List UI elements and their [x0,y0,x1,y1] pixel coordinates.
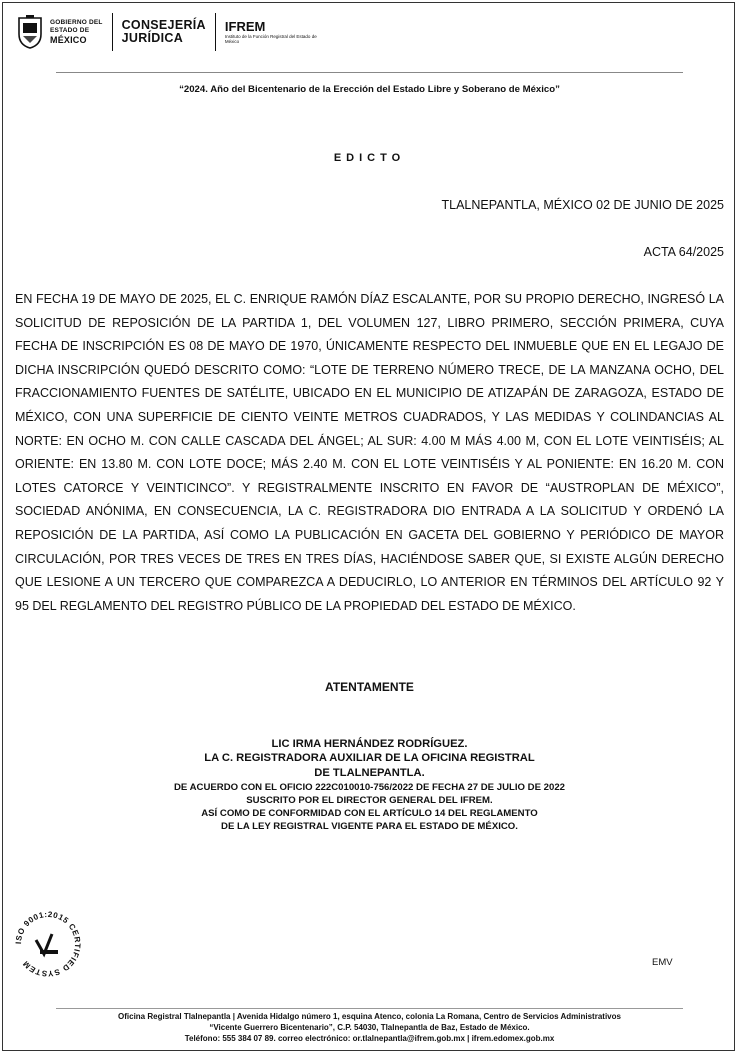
gob-line2: ESTADO DE [50,27,90,34]
gob-line3: MÉXICO [50,35,87,45]
footer-rule [56,1008,683,1009]
place-date: TLALNEPANTLA, MÉXICO 02 DE JUNIO DE 2025 [441,198,724,212]
signer-role-1: LA C. REGISTRADORA AUXILIAR DE LA OFICINA REGISTRAL [204,752,535,764]
ifrem-logo [225,20,320,45]
typist-initials: EMV [652,957,673,968]
header-divider [215,13,216,51]
iso-certification-seal-icon [14,910,82,978]
header-divider [112,13,113,51]
cj-line1: CONSEJERÍA [121,18,206,32]
signer-note-3: ASÍ COMO DE CONFORMIDAD CON EL ARTÍCULO 14 DEL REGLAMENTO [201,808,538,819]
signer-note-4: DE LA LEY REGISTRAL VIGENTE PARA EL ESTADO DE MÉXICO. [221,821,518,832]
ifrem-subtitle: Instituto de la Función Registral del Estado de México [224,33,317,44]
state-coat-of-arms-icon [16,14,44,50]
acta-number: ACTA 64/2025 [643,245,724,259]
document-title: EDICTO [333,152,406,164]
consejeria-juridica [122,19,206,45]
gob-line1: GOBIERNO DEL [50,19,103,26]
gob-edomex-text [50,19,103,45]
edict-body: EN FECHA 19 DE MAYO DE 2025, EL C. ENRIQUE RAMÓN DÍAZ ESCALANTE, POR SU PROPIO DERECHO, INGRESÓ LA SOLICITUD DE REPOSICIÓN DE LA PARTIDA 1, DEL VOLUMEN 127, LIBRO PRIMERO, SECCIÓN PRIMERA, CUYA FECHA DE INSCRIPCIÓN ES 08 DE MAYO DE 1970, ÚNICAMENTE RESPECTO DEL INMUEBLE QUE EN EL LEGAJO DE DICHA INSCRIPCIÓN QUEDÓ DESCRITO COMO: “LOTE DE TERRENO NÚMERO TRECE, DE LA MANZANA OCHO, DEL FRACCIONAMIENTO FUENTES DE SATÉLITE, UBICADO EN EL MUNICIPIO DE ATIZAPÁN DE ZARAGOZA, ESTADO DE MÉXICO, CON UNA SUPERFICIE DE CIENTO VEINTE METROS CUADRADOS, Y LAS MEDIDAS Y COLINDANCIAS AL NORTE: EN OCHO M. CON CALLE CASCADA DEL ÁNGEL; AL SUR: 4.00 M MÁS 4.00 M, CON EL LOTE VEINTISÉIS; AL ORIENTE: EN 13.80 M. CON LOTE DOCE; MÁS 2.40 M. CON EL LOTE VEINTISÉIS Y AL PONIENTE: EN 16.20 M. CON LOTES CATORCE Y VEINTICINCO”. Y REGISTRALMENTE INSCRITO EN FAVOR DE “AUSTROPLAN DE MÉXICO”, SOCIEDAD ANÓNIMA, EN CONSECUENCIA, LA C. REGISTRADORA DIO ENTRADA A LA SOLICITUD Y ORDENÓ LA REPOSICIÓN DE LA PARTIDA, ASÍ COMO LA PUBLICACIÓN EN GACETA DEL GOBIERNO Y PERIÓDICO DE MAYOR CIRCULACIÓN, POR TRES VECES DE TRES EN TRES DÍAS, HACIÉNDOSE SABER QUE, SI EXISTE ALGÚN DERECHO QUE LESIONE A UN TERCERO QUE COMPAREZCA A DEDUCIRLO, LO ANTERIOR EN TÉRMINOS DEL ARTÍCULO 92 Y 95 DEL REGLAMENTO DEL REGISTRO PÚBLICO DE LA PROPIEDAD DEL ESTADO DE MÉXICO. [15,292,724,613]
ifrem-title: IFREM [224,18,266,34]
signer-note-2: SUSCRITO POR EL DIRECTOR GENERAL DEL IFREM. [246,795,493,806]
cj-line2: JURÍDICA [121,31,184,45]
footer-line-2: “Vicente Guerrero Bicentenario”, C.P. 54030, Tlalnepantla de Baz, Estado de México. [209,1023,530,1032]
header-rule [56,72,683,73]
year-motto: “2024. Año del Bicentenario de la Erección del Estado Libre y Soberano de México” [179,84,560,95]
iso-seal-text: ISO 9001:2015 CERTIFIED SYSTEM [14,910,82,978]
footer-line-3: Teléfono: 555 384 07 89. correo electrónico: or.tlalnepantla@ifrem.gob.mx | ifrem.edomex.gob.mx [184,1034,555,1043]
closing: ATENTAMENTE [325,680,414,694]
signer-name: LIC IRMA HERNÁNDEZ RODRÍGUEZ. [271,738,468,750]
signer-note-1: DE ACUERDO CON EL OFICIO 222C010010-756/2022 DE FECHA 27 DE JULIO DE 2022 [173,782,565,793]
signer-role-2: DE TLALNEPANTLA. [314,767,425,779]
letterhead [16,10,320,54]
footer-line-1: Oficina Registral Tlalnepantla | Avenida Hidalgo número 1, esquina Atenco, colonia La Romana, Centro de Servicios Administrativos [118,1012,621,1021]
